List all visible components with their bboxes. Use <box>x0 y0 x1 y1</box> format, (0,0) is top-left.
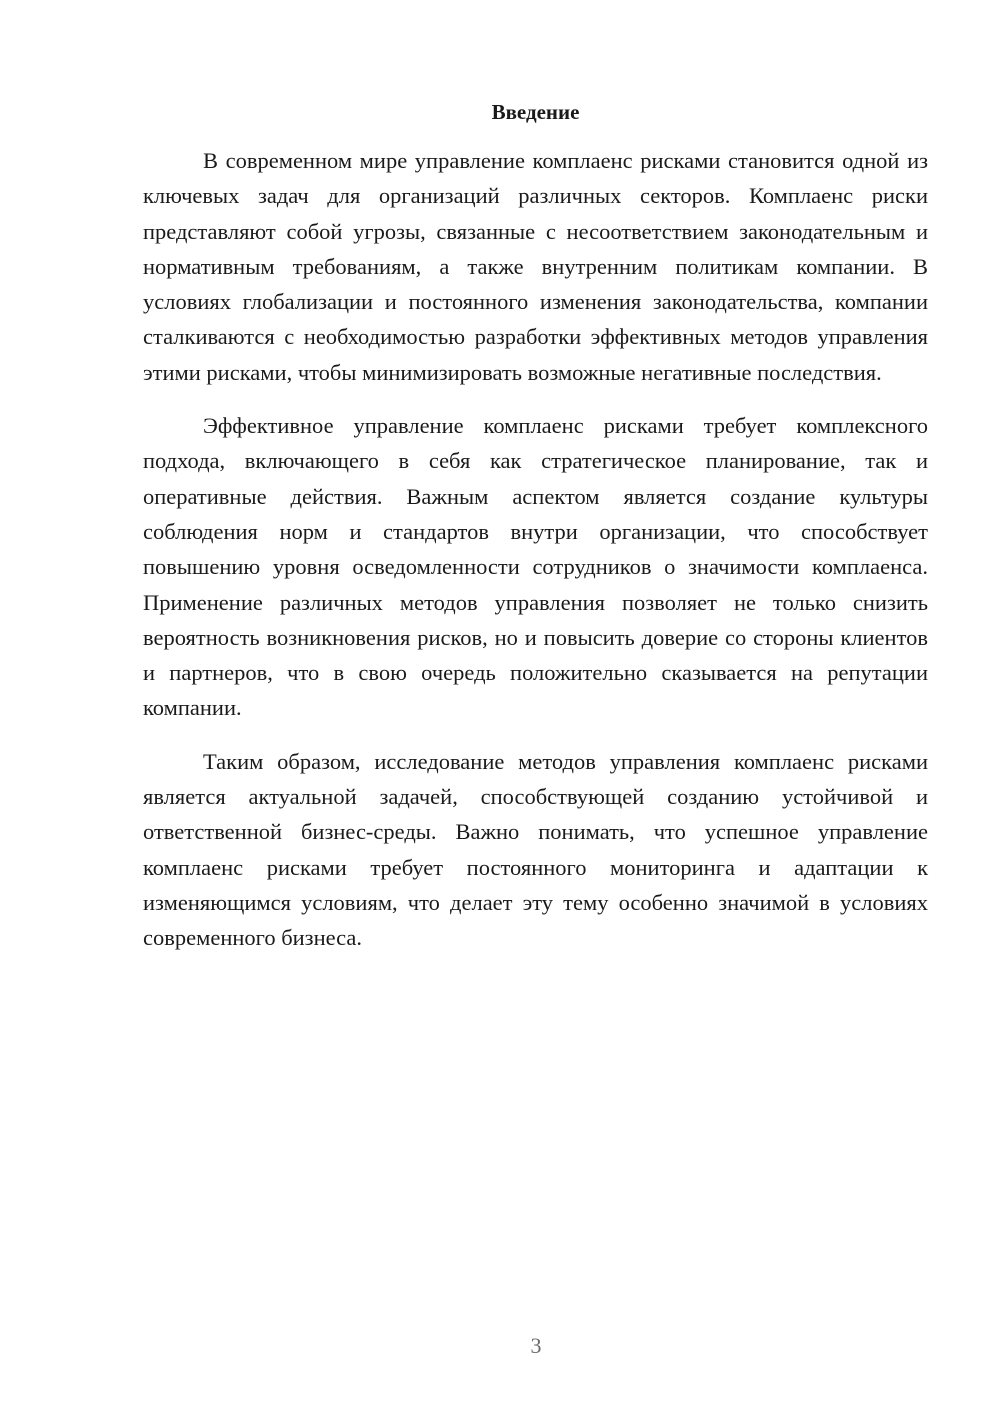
paragraph-3: Таким образом, исследование методов управления комплаенс рисками является актуальной задачей, способствующей созданию устойчивой и ответственной бизнес-среды. Важно понимать, что успешное управление комплаенс рисками требует постоянного мониторинга и адаптации к изменяющимся условиям, что делает эту тему особенно значимой в условиях современного бизнеса. <box>143 748 928 951</box>
paragraph-1: В современном мире управление комплаенс рисками становится одной из ключевых задач для организаций различных секторов. Комплаенс риски представляют собой угрозы, связанные с несоответствием законодательным и нормативным требованиям, а также внутренним политикам компании. В условиях глобализации и постоянного изменения законодательства, компании сталкиваются с необходимостью разработки эффективных методов управления этими рисками, чтобы минимизировать возможные негативные последствия. <box>143 148 928 385</box>
section-title: Введение <box>491 100 580 124</box>
paragraph-2: Эффективное управление комплаенс рисками требует комплексного подхода, включающего в себя как стратегическое планирование, так и оперативные действия. Важным аспектом является создание культуры соблюдения норм и стандартов внутри организации, что способствует повышению уровня осведомленности сотрудников о значимости комплаенса. Применение различных методов управления позволяет не только снизить вероятность возникновения рисков, но и повысить доверие со стороны клиентов и партнеров, что в свою очередь положительно сказывается на репутации компании. <box>143 413 928 721</box>
page-number: 3 <box>530 1333 542 1358</box>
body-text <box>143 143 928 974</box>
